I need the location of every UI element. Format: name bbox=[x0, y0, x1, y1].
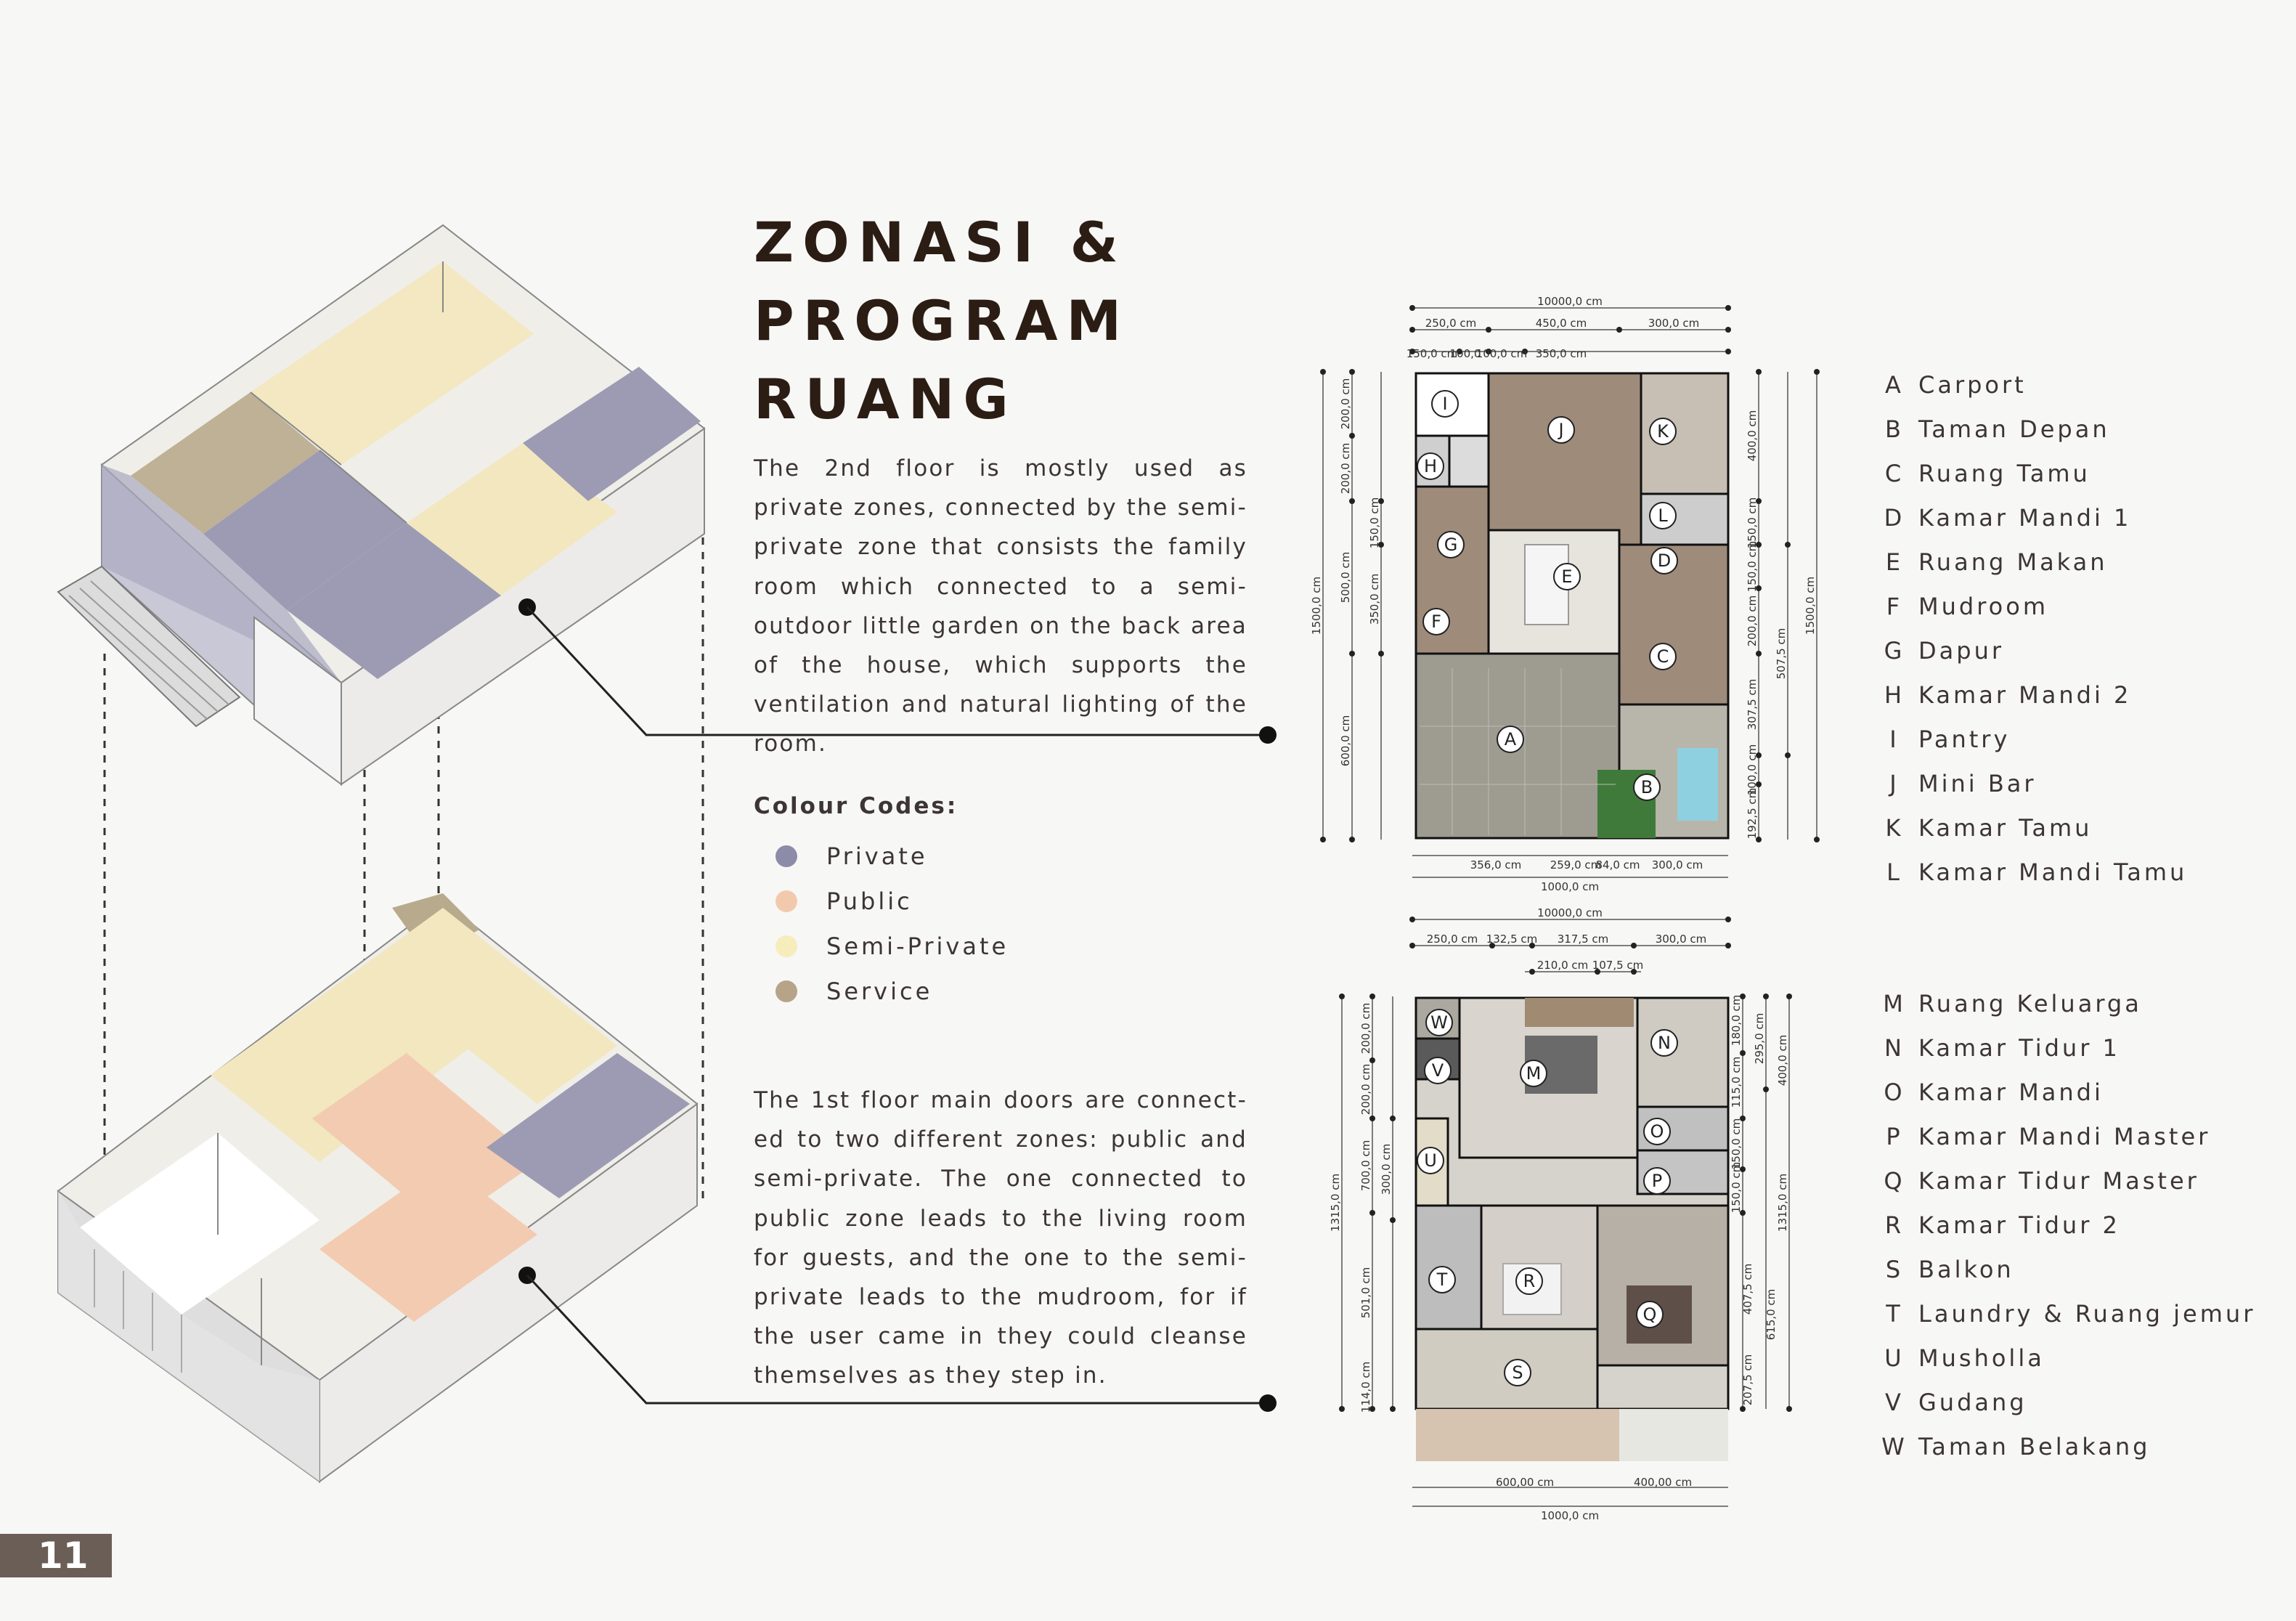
svg-text:N: N bbox=[1658, 1033, 1671, 1053]
dim-text: 1315,0 cm bbox=[1776, 1173, 1789, 1232]
dim-text: 150,0 cm bbox=[1746, 497, 1759, 549]
colour-code-private bbox=[775, 842, 928, 871]
legend-item: A Carport bbox=[1885, 371, 2027, 399]
dim-text: 300,0 cm bbox=[1651, 858, 1703, 872]
floor-plan-2nd bbox=[1307, 901, 1859, 1525]
private-swatch bbox=[775, 845, 797, 867]
dim-text: 207,5 cm bbox=[1741, 1354, 1754, 1406]
svg-text:V: V bbox=[1431, 1060, 1444, 1081]
dim-text: 192,5 cm bbox=[1746, 787, 1759, 840]
dim-text: 350,0 cm bbox=[1368, 573, 1381, 625]
svg-text:G: G bbox=[1444, 535, 1458, 555]
dim-text: 300,0 cm bbox=[1380, 1143, 1393, 1195]
dim-text: 501,0 cm bbox=[1359, 1267, 1372, 1319]
legend-item: R Kamar Tidur 2 bbox=[1884, 1211, 2120, 1239]
legend-item: T Laundry & Ruang jemur bbox=[1886, 1300, 2256, 1328]
legend-item: F Mudroom bbox=[1886, 593, 2048, 620]
svg-text:E: E bbox=[1561, 566, 1573, 587]
dim-text: 150,0 cm bbox=[1730, 1161, 1743, 1214]
legend-item: N Kamar Tidur 1 bbox=[1884, 1034, 2120, 1062]
dim-text: 1500,0 cm bbox=[1804, 576, 1817, 635]
svg-text:I: I bbox=[1442, 394, 1448, 414]
dim-text: 250,0 cm bbox=[1426, 933, 1478, 946]
svg-text:F: F bbox=[1431, 612, 1441, 632]
dim-text: 450,0 cm bbox=[1535, 317, 1587, 330]
dim-text: 250,0 cm bbox=[1425, 317, 1477, 330]
legend-item: B Taman Depan bbox=[1885, 415, 2110, 443]
dim-text: 84,0 cm bbox=[1595, 858, 1640, 872]
dim-text: 200,0 cm bbox=[1339, 378, 1352, 430]
dim-text: 115,0 cm bbox=[1730, 1056, 1743, 1108]
svg-text:W: W bbox=[1430, 1012, 1448, 1033]
dim-text: 150,0 cm bbox=[1368, 497, 1381, 549]
title-line-2: PROGRAM bbox=[754, 288, 1131, 353]
legend-item: P Kamar Mandi Master bbox=[1886, 1123, 2211, 1150]
dim-text: 600,00 cm bbox=[1495, 1476, 1555, 1489]
legend-item: M Ruang Keluarga bbox=[1883, 990, 2142, 1017]
dim-text: 100,0 cm bbox=[1475, 347, 1528, 360]
svg-text:D: D bbox=[1657, 551, 1672, 571]
colour-code-public bbox=[775, 887, 913, 916]
semi-private-swatch bbox=[775, 935, 797, 957]
dim-text: 295,0 cm bbox=[1753, 1012, 1766, 1065]
legend-item: O Kamar Mandi bbox=[1884, 1078, 2104, 1106]
dim-text: 1500,0 cm bbox=[1310, 576, 1323, 635]
svg-text:H: H bbox=[1423, 456, 1438, 476]
colour-code-service bbox=[775, 977, 932, 1006]
svg-text:Q: Q bbox=[1642, 1304, 1657, 1325]
dim-text: 400,0 cm bbox=[1746, 410, 1759, 462]
svg-text:R: R bbox=[1523, 1271, 1536, 1291]
svg-text:T: T bbox=[1436, 1269, 1448, 1290]
title-line-3: RUANG bbox=[754, 367, 1017, 431]
dim-text: 1000,0 cm bbox=[1540, 1509, 1600, 1522]
dim-text: 600,0 cm bbox=[1339, 715, 1352, 767]
dim-text: 200,0 cm bbox=[1339, 442, 1352, 495]
dim-text: 210,0 cm bbox=[1536, 959, 1589, 972]
legend-item: L Kamar Mandi Tamu bbox=[1886, 858, 2188, 886]
dim-text: 132,5 cm bbox=[1486, 933, 1538, 946]
dim-text: 107,5 cm bbox=[1592, 959, 1644, 972]
legend-item: Q Kamar Tidur Master bbox=[1884, 1167, 2199, 1195]
svg-text:J: J bbox=[1558, 420, 1564, 440]
dim-text: 356,0 cm bbox=[1470, 858, 1522, 872]
dim-text: 10000,0 cm bbox=[1537, 295, 1603, 308]
dim-text: 1000,0 cm bbox=[1540, 880, 1600, 893]
public-swatch bbox=[775, 890, 797, 912]
dim-text: 615,0 cm bbox=[1764, 1288, 1778, 1341]
colour-code-label: Public bbox=[826, 887, 913, 915]
dim-text: 200,0 cm bbox=[1359, 1063, 1372, 1116]
service-swatch bbox=[775, 980, 797, 1002]
svg-text:B: B bbox=[1640, 777, 1653, 797]
dim-text: 700,0 cm bbox=[1359, 1139, 1372, 1192]
legend-item: K Kamar Tamu bbox=[1885, 814, 2093, 842]
dim-text: 180,0 cm bbox=[1730, 994, 1743, 1047]
dim-text: 407,5 cm bbox=[1741, 1263, 1754, 1315]
page-number: 11 bbox=[0, 1534, 112, 1577]
dim-text: 317,5 cm bbox=[1557, 933, 1609, 946]
floor-plan-1st bbox=[1307, 291, 1859, 901]
legend-item: W Taman Belakang bbox=[1881, 1433, 2151, 1460]
dim-text: 150,0 cm bbox=[1746, 540, 1759, 593]
colour-codes-heading: Colour Codes: bbox=[754, 793, 958, 819]
legend-item: H Kamar Mandi 2 bbox=[1884, 681, 2132, 709]
dim-text: 500,0 cm bbox=[1339, 551, 1352, 604]
title-line-1: ZONASI & bbox=[754, 210, 1127, 275]
page-title bbox=[754, 203, 1130, 439]
legend-item: J Mini Bar bbox=[1889, 770, 2037, 797]
dim-text: 300,0 cm bbox=[1648, 317, 1700, 330]
legend-item: V Gudang bbox=[1885, 1389, 2027, 1416]
colour-code-label: Semi-Private bbox=[826, 933, 1009, 960]
paragraph-2nd-floor: The 2nd floor is mostly used as private zones, connected by the semi-private zone that consists the family room which connected to a semi-outdoor little garden on the back area of the house, which supports the ventilation and natural lighting of the room. bbox=[754, 455, 1247, 757]
legend-item: G Dapur bbox=[1884, 637, 2004, 665]
dim-text: 400,00 cm bbox=[1633, 1476, 1693, 1489]
svg-text:C: C bbox=[1656, 646, 1669, 667]
legend-item: I Pantry bbox=[1889, 726, 2011, 753]
dim-text: 259,0 cm bbox=[1550, 858, 1602, 872]
svg-text:A: A bbox=[1504, 729, 1517, 749]
svg-text:O: O bbox=[1650, 1121, 1664, 1142]
colour-code-semi-private bbox=[775, 932, 1009, 961]
dim-text: 307,5 cm bbox=[1746, 678, 1759, 731]
svg-text:U: U bbox=[1424, 1150, 1437, 1171]
svg-text:L: L bbox=[1658, 505, 1668, 526]
svg-text:K: K bbox=[1657, 421, 1669, 442]
dim-text: 100,0 cm bbox=[1746, 744, 1759, 796]
dim-text: 507,5 cm bbox=[1775, 627, 1788, 680]
dim-text: 114,0 cm bbox=[1359, 1361, 1372, 1413]
colour-code-label: Service bbox=[826, 978, 933, 1005]
legend-item: C Ruang Tamu bbox=[1884, 460, 2091, 487]
dim-text: 200,0 cm bbox=[1359, 1002, 1372, 1055]
dim-text: 350,0 cm bbox=[1535, 347, 1587, 360]
svg-text:S: S bbox=[1512, 1362, 1523, 1383]
legend-item: U Musholla bbox=[1884, 1344, 2045, 1372]
dim-text: 10000,0 cm bbox=[1537, 906, 1603, 919]
svg-text:P: P bbox=[1651, 1171, 1663, 1191]
dim-text: 100,0 bbox=[1449, 347, 1481, 360]
colour-code-label: Private bbox=[826, 842, 928, 870]
legend-item: E Ruang Makan bbox=[1885, 548, 2108, 576]
legend-item: D Kamar Mandi 1 bbox=[1884, 504, 2132, 532]
dim-text: 200,0 cm bbox=[1746, 595, 1759, 647]
dim-text: 400,0 cm bbox=[1776, 1034, 1789, 1086]
legend-item: S Balkon bbox=[1885, 1256, 2014, 1283]
dim-text: 150,0 cm bbox=[1406, 347, 1458, 360]
dim-text: 1315,0 cm bbox=[1329, 1173, 1342, 1232]
dim-text: 150,0 cm bbox=[1730, 1118, 1743, 1170]
paragraph-1st-floor: The 1st floor main doors are connect-ed to two different zones: public and semi-private. The one connected to public zone leads to the living room for guests, and the one to the semi-private leads to the mudroom, for if the user came in they could cleanse themselves as they step in. bbox=[754, 1087, 1247, 1389]
dim-text: 300,0 cm bbox=[1655, 933, 1707, 946]
svg-text:M: M bbox=[1526, 1063, 1542, 1084]
